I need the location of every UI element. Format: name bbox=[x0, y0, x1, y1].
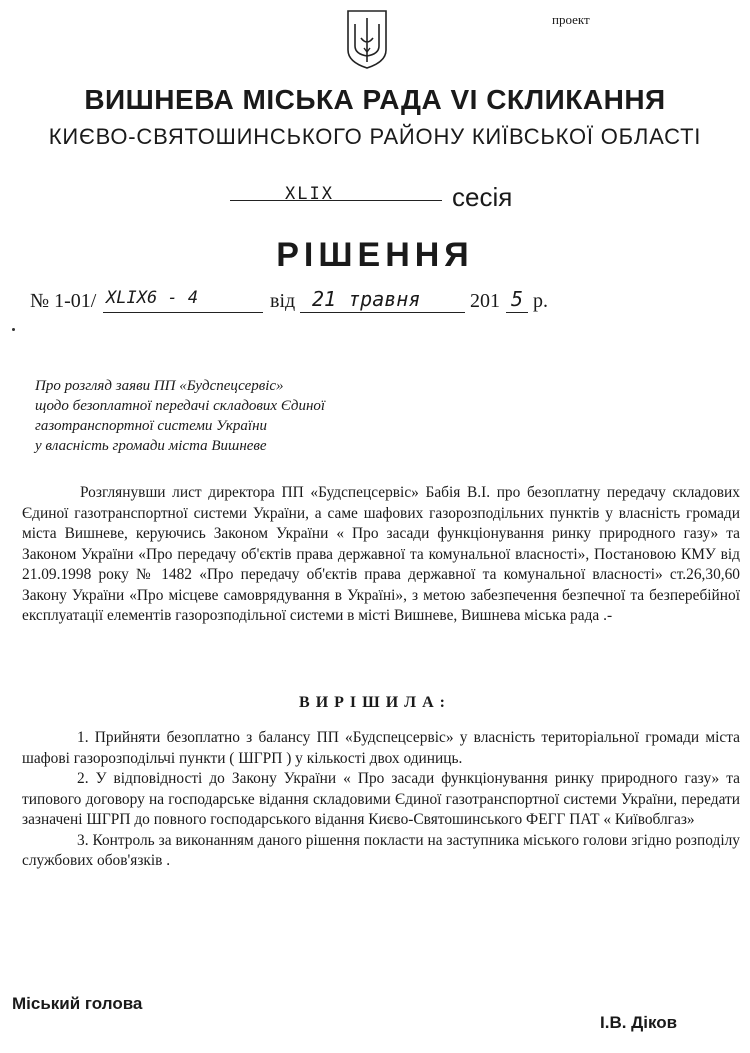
preamble bbox=[22, 483, 740, 627]
session-underline bbox=[230, 200, 442, 201]
decision-year-handwritten: 5 bbox=[511, 287, 524, 311]
decision-date-prefix: від bbox=[270, 290, 296, 312]
decision-subject bbox=[35, 376, 415, 456]
signature-name: І.В. Діков bbox=[600, 1013, 678, 1032]
subject-line: газотранспортної системи України bbox=[35, 418, 268, 434]
preamble-paragraph: Розглянувши лист директора ПП «Будспецсервіс» Бабія В.І. про безоплатну передачу складових Єдиної газотранспортної системи України, а саме шафових газорозподільних пунктів у власність громади міста Вишневе, керуючись Законом України « Про засади функціонування ринку природного газу» та Законом України «Про передачу об'єктів права державної та комунальної власності», Постановою КМУ від 21.09.1998 року № 1482 «Про передачу об'єктів права державної та комунальної власності» ст.26,30,60 Закону України «Про місцеве самоврядування в Україні», з метою забезпечення безпечної та безперебійної експлуатації елементів газорозподільної системи в місті Вишневе, Вишнева міська рада .- bbox=[22, 484, 740, 624]
resolution-item-2: 2. У відповідності до Закону України « Про засади функціонування ринку природного газу» та типового договору на господарське відання складовими Єдиної газотранспортної системи України, передати зазначені ШГРП до повного господарського відання Києво-Святошинського ФЕГГ ПАТ « Київоблгаз» bbox=[22, 770, 740, 828]
session-label: сесія bbox=[452, 182, 513, 212]
resolution-item-1: 1. Прийняти безоплатно з балансу ПП «Будспецсервіс» у власність територіальної громади міста шафові газорозподільчі пункти ( ШГРП ) у кількості двох одиниць. bbox=[22, 729, 740, 767]
decision-year-prefix: 201 bbox=[470, 290, 500, 312]
decision-number-prefix: № 1-01/ bbox=[30, 290, 97, 312]
session-number: XLIX bbox=[285, 184, 334, 204]
council-name: ВИШНЕВА МІСЬКА РАДА VI СКЛИКАННЯ bbox=[84, 84, 666, 115]
subject-line: Про розгляд заяви ПП «Будспецсервіс» bbox=[35, 378, 284, 394]
subject-line: у власність громади міста Вишневе bbox=[35, 438, 267, 454]
decision-date-handwritten: 21 травня bbox=[312, 287, 421, 311]
signature-role: Міський голова bbox=[12, 994, 143, 1013]
district-name: КИЄВО-СВЯТОШИНСЬКОГО РАЙОНУ КИЇВСЬКОЇ ОБЛАСТІ bbox=[48, 124, 702, 149]
resolution-items bbox=[22, 728, 740, 872]
decision-year-suffix: р. bbox=[533, 290, 548, 312]
decision-number-handwritten: XLIX6 - 4 bbox=[106, 288, 199, 308]
project-label: проект bbox=[552, 12, 590, 27]
scan-mark bbox=[12, 328, 15, 331]
subject-line: щодо безоплатної передачі складових Єдиної bbox=[35, 398, 326, 414]
resolved-heading: ВИРІШИЛА: bbox=[299, 694, 451, 711]
trident-coat-of-arms-icon bbox=[345, 8, 389, 70]
decision-title: РІШЕННЯ bbox=[276, 236, 474, 274]
resolution-item-3: 3. Контроль за виконанням даного рішення покласти на заступника міського голови згідно розподілу службових обов'язків . bbox=[22, 831, 740, 869]
